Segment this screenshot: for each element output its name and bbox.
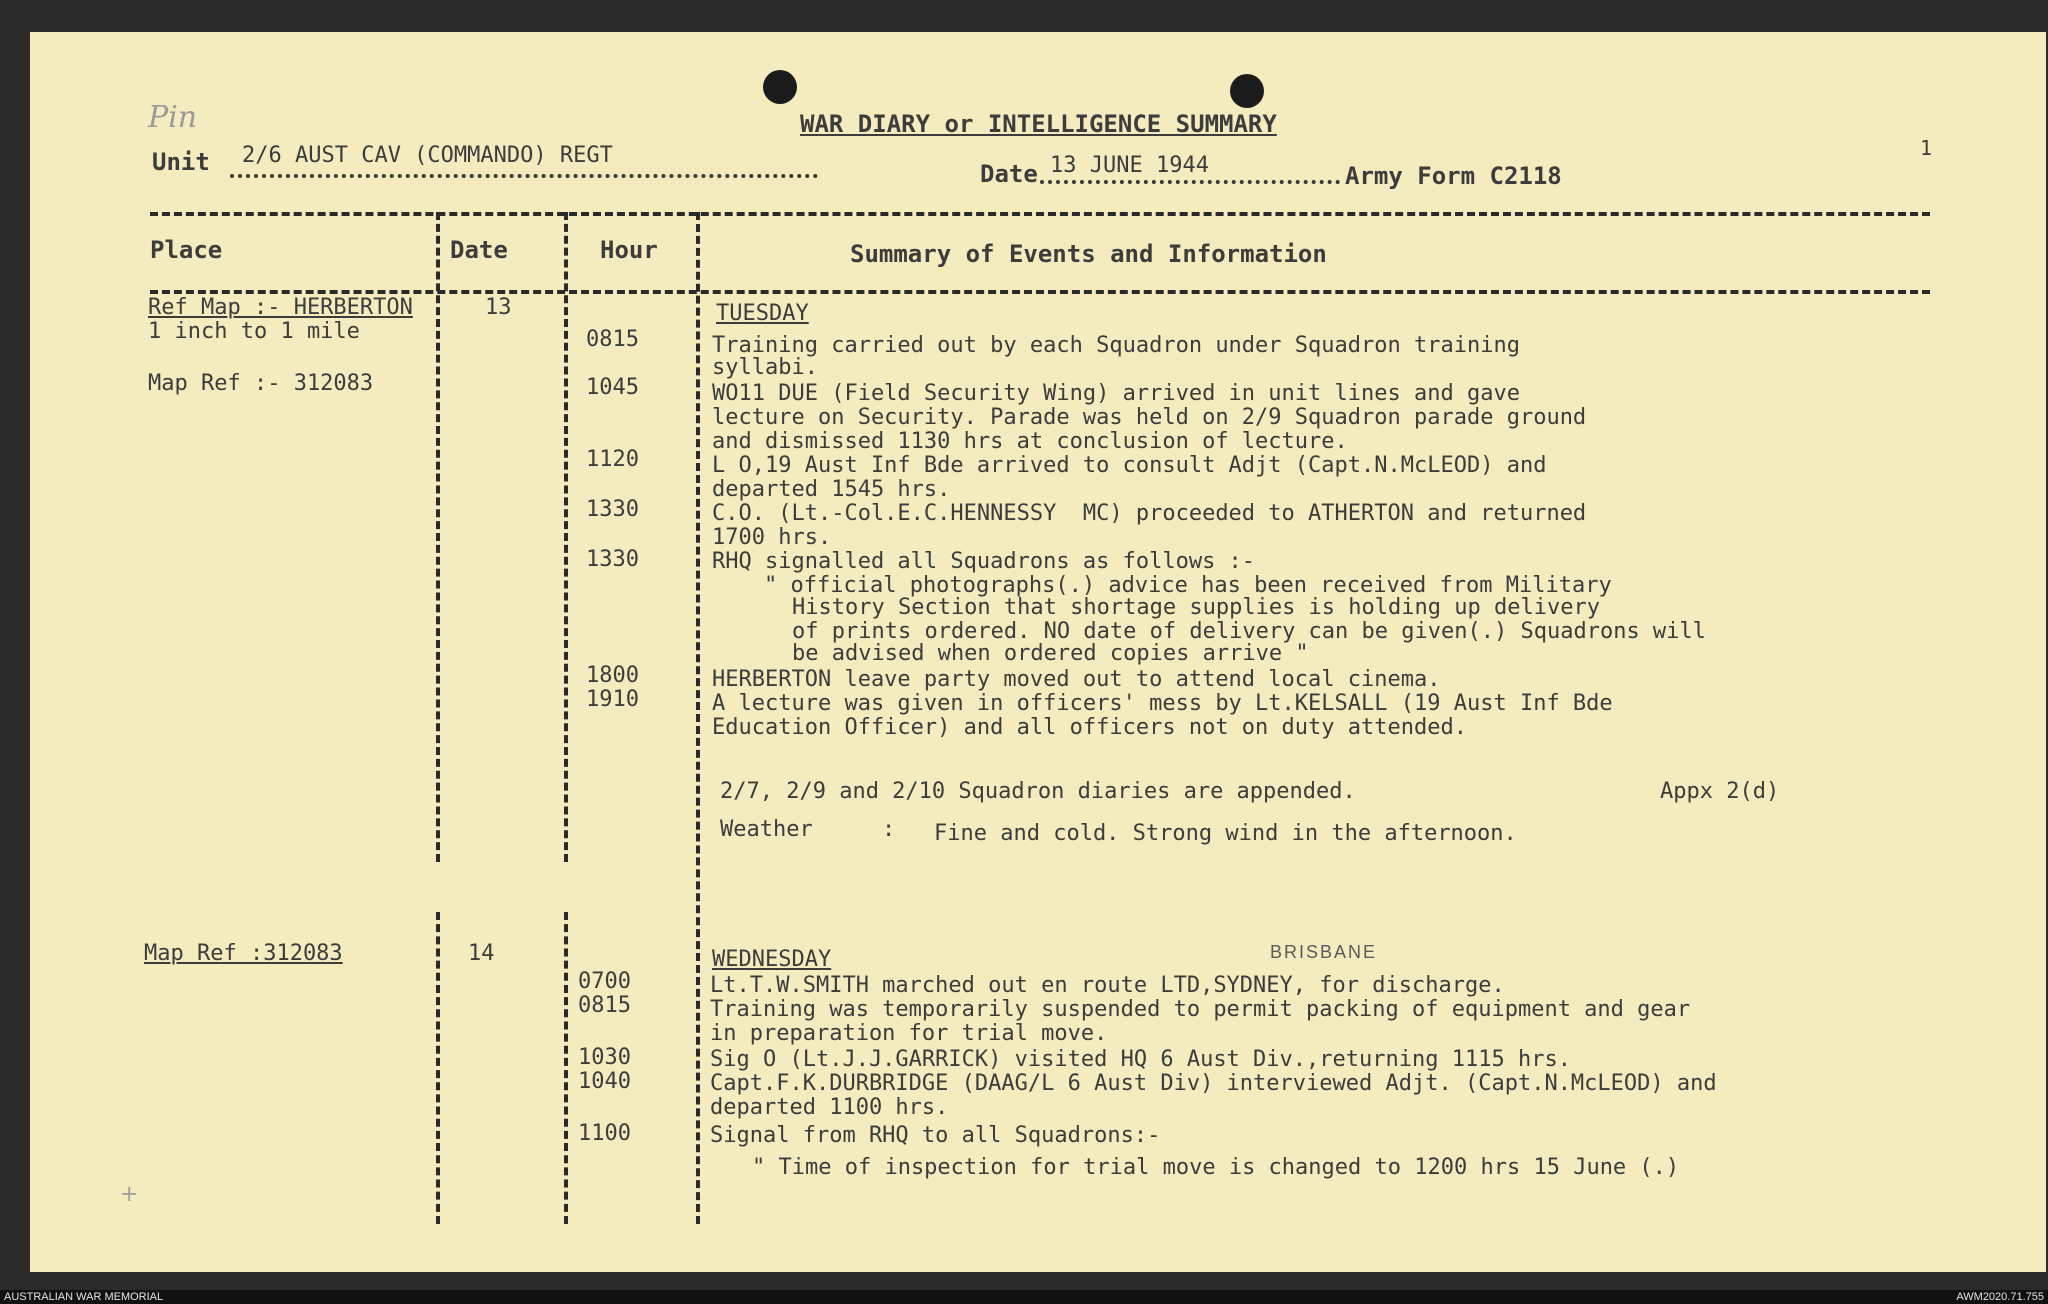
col-header-date: Date [450, 236, 508, 264]
entry-14-4-line-1: " Time of inspection for trial move is changed to 1200 hrs 15 June (.) [752, 1155, 1680, 1180]
entry-13-2-line-1: departed 1545 hrs. [712, 477, 951, 502]
col-header-summary: Summary of Events and Information [850, 240, 1327, 268]
entry-13-4-line-1: " official photographs(.) advice has been received from Military [764, 573, 1612, 598]
entry-13-0-line-0: Training carried out by each Squadron under Squadron training [712, 333, 1520, 358]
unit-label: Unit [152, 148, 210, 176]
form-title: WAR DIARY or INTELLIGENCE SUMMARY [800, 110, 1277, 138]
hour-14-0: 0700 [578, 969, 631, 994]
diary-page [30, 32, 2046, 1272]
punch-hole-left [763, 70, 797, 104]
place-scale: 1 inch to 1 mile [148, 319, 360, 344]
col-divider-2 [564, 212, 568, 862]
punch-hole-right [1230, 74, 1264, 108]
hour-14-4: 1100 [578, 1121, 631, 1146]
entry-13-1-line-1: lecture on Security. Parade was held on 2/9 Squadron parade ground [712, 405, 1587, 430]
unit-value: 2/6 AUST CAV (COMMANDO) REGT [242, 143, 613, 168]
entry-13-3-line-1: 1700 hrs. [712, 525, 832, 550]
header-rule-top [150, 212, 1930, 216]
hour-14-1: 0815 [578, 993, 631, 1018]
date-13: 13 [485, 295, 512, 320]
place-map-ref-14 [144, 942, 343, 966]
col-header-hour: Hour [600, 236, 658, 264]
hour-13-3: 1330 [586, 497, 639, 522]
weekday-13: TUESDAY [716, 301, 809, 326]
entry-13-6-line-0: A lecture was given in officers' mess by Lt.KELSALL (19 Aust Inf Bde [712, 691, 1613, 716]
appendix-ref: Appx 2(d) [1660, 779, 1780, 804]
entry-14-4-line-0: Signal from RHQ to all Squadrons:- [710, 1123, 1161, 1148]
entry-14-3-line-0: Capt.F.K.DURBRIDGE (DAAG/L 6 Aust Div) interviewed Adjt. (Capt.N.McLEOD) and [710, 1071, 1717, 1096]
col-divider-1b [436, 912, 440, 1224]
hour-13-2: 1120 [586, 447, 639, 472]
header-rule-bottom [150, 290, 1930, 294]
pencil-mark-bottom: + [120, 1182, 139, 1207]
entry-13-4-line-2: History Section that shortage supplies is holding up delivery [792, 595, 1600, 620]
entry-13-2-line-0: L O,19 Aust Inf Bde arrived to consult Adjt (Capt.N.McLEOD) and [712, 453, 1547, 478]
weather-separator: : [882, 817, 896, 842]
place-map-ref-13: Map Ref :- 312083 [148, 371, 374, 396]
place-ref-map-text: Ref Map :- HERBERTON [148, 295, 413, 320]
hour-13-1: 1045 [586, 375, 639, 400]
col-divider-3 [696, 212, 700, 1224]
entry-13-1-line-0: WO11 DUE (Field Security Wing) arrived in unit lines and gave [712, 381, 1520, 406]
col-header-place: Place [150, 236, 223, 264]
col-divider-1 [436, 212, 440, 862]
entry-13-4-line-0: RHQ signalled all Squadrons as follows :- [712, 549, 1256, 574]
entry-13-5-line-0: HERBERTON leave party moved out to attend local cinema. [712, 667, 1441, 692]
date-14: 14 [468, 941, 495, 966]
appended-note: 2/7, 2/9 and 2/10 Squadron diaries are appended. [720, 779, 1356, 804]
hour-14-3: 1040 [578, 1069, 631, 1094]
entry-14-1-line-0: Training was temporarily suspended to permit packing of equipment and gear [710, 997, 1691, 1022]
army-form: Army Form C2118 [1345, 162, 1562, 190]
entry-14-1-line-1: in preparation for trial move. [710, 1021, 1108, 1046]
date-label: Date [980, 160, 1038, 188]
entry-13-3-line-0: C.O. (Lt.-Col.E.C.HENNESSY MC) proceeded to ATHERTON and returned [712, 501, 1587, 526]
weekday-14: WEDNESDAY [712, 947, 832, 972]
entry-13-4-line-3: of prints ordered. NO date of delivery can be given(.) Squadrons will [792, 619, 1706, 644]
place-map-ref-14-text: Map Ref :312083 [144, 941, 343, 966]
weather-label: Weather [720, 817, 813, 842]
entry-14-2-line-0: Sig O (Lt.J.J.GARRICK) visited HQ 6 Aust Div.,returning 1115 hrs. [710, 1047, 1571, 1072]
entry-13-6-line-1: Education Officer) and all officers not on duty attended. [712, 715, 1467, 740]
entry-14-0-line-0: Lt.T.W.SMITH marched out en route LTD,SYDNEY, for discharge. [710, 973, 1505, 998]
page-number: 1 [1920, 136, 1933, 160]
entry-14-3-line-1: departed 1100 hrs. [710, 1095, 949, 1120]
hour-13-0: 0815 [586, 327, 639, 352]
hour-14-2: 1030 [578, 1045, 631, 1070]
hour-13-4: 1330 [586, 547, 639, 572]
pencil-mark: Pin [148, 100, 198, 135]
footer-left: AUSTRALIAN WAR MEMORIAL [4, 1291, 164, 1303]
entry-13-1-line-2: and dismissed 1130 hrs at conclusion of lecture. [712, 429, 1348, 454]
archive-footer [0, 1290, 2048, 1304]
col-divider-2b [564, 912, 568, 1224]
place-ref-map [148, 296, 413, 320]
entry-13-0-line-1: syllabi. [712, 355, 818, 380]
weather-text: Fine and cold. Strong wind in the afternoon. [934, 821, 1517, 846]
handwritten-brisbane: BRISBANE [1270, 942, 1378, 962]
footer-right: AWM2020.71.755 [1956, 1291, 2044, 1303]
entry-13-4-line-4: be advised when ordered copies arrive " [792, 641, 1309, 666]
hour-13-5: 1800 [586, 663, 639, 688]
unit-dotted-line [230, 174, 818, 178]
date-value: 13 JUNE 1944 [1050, 153, 1209, 178]
date-dotted-line [1040, 180, 1340, 184]
hour-13-6: 1910 [586, 687, 639, 712]
